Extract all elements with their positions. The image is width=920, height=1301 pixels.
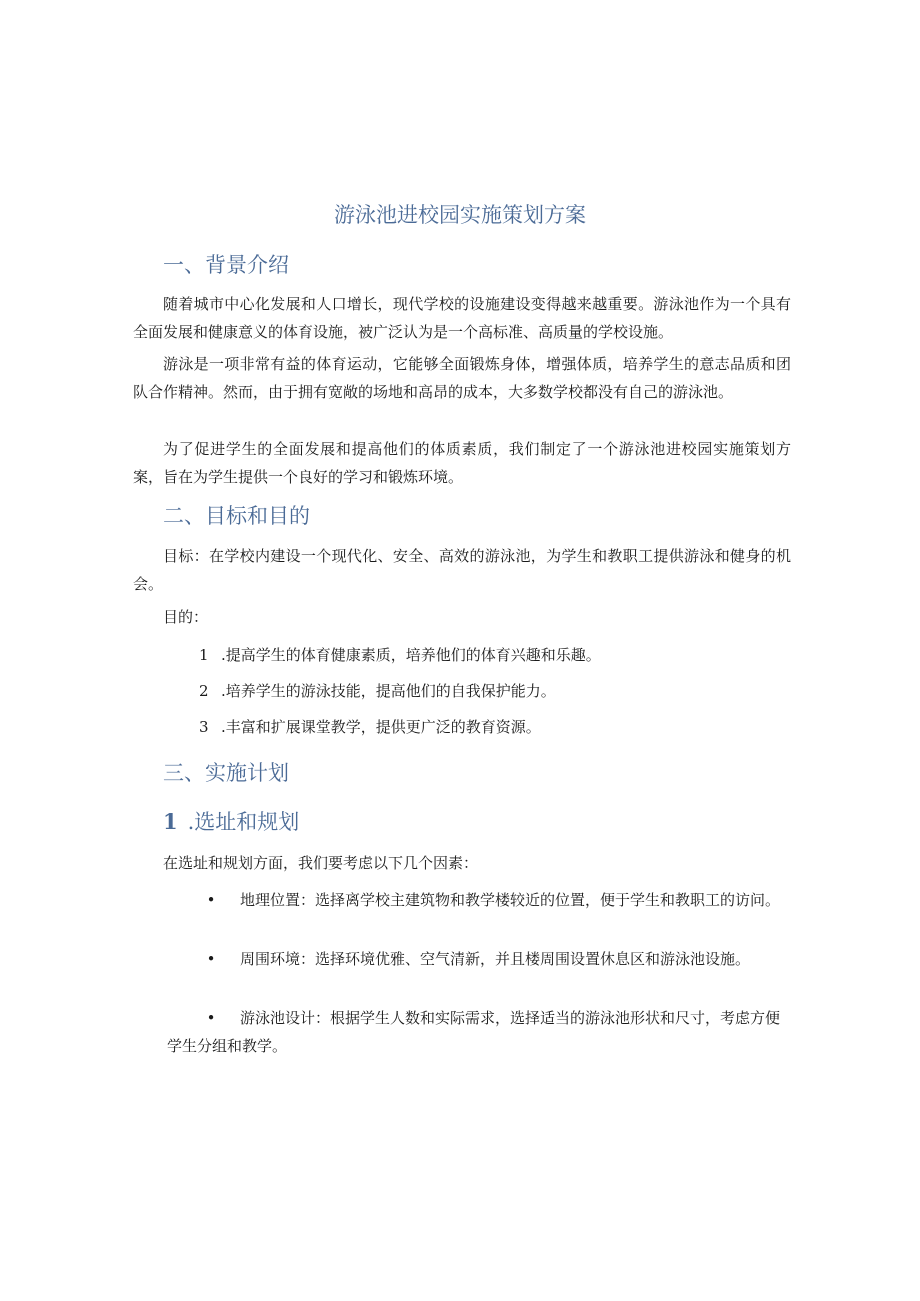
list-item-number: 1	[199, 646, 209, 664]
list-item-text: .提高学生的体育健康素质，培养他们的体育兴趣和乐趣。	[221, 646, 601, 664]
bullet-text: 周围环境：选择环境优雅、空气清新，并且楼周围设置休息区和游泳池设施。	[240, 950, 751, 968]
section-heading-background: 一、背景介绍	[163, 253, 289, 277]
list-item-text: .培养学生的游泳技能，提高他们的自我保护能力。	[221, 682, 556, 700]
paragraph-background-1: 随着城市中心化发展和人口增长，现代学校的设施建设变得越来越重要。游泳池作为一个具有全面发展和健康意义的体育设施，被广泛认为是一个高标准、高质量的学校设施。	[133, 295, 791, 341]
list-item	[167, 945, 790, 973]
bullet-icon: •	[206, 950, 216, 968]
subsection-number: 1	[163, 809, 178, 834]
list-item-number: 2	[199, 682, 209, 700]
subsection-title: .选址和规划	[187, 810, 300, 834]
list-item	[199, 677, 556, 705]
bullet-icon: •	[206, 1009, 216, 1027]
paragraph-background-3: 为了促进学生的全面发展和提高他们的体质素质，我们制定了一个游泳池进校园实施策划方案，旨在为学生提供一个良好的学习和锻炼环境。	[133, 440, 791, 486]
list-item	[167, 886, 790, 914]
bullet-icon: •	[206, 891, 216, 909]
site-intro: 在选址和规划方面，我们要考虑以下几个因素：	[163, 854, 479, 872]
subsection-heading-site	[163, 807, 299, 837]
goal-paragraph: 目标：在学校内建设一个现代化、安全、高效的游泳池，为学生和教职工提供游泳和健身的机会。	[133, 547, 791, 593]
bullet-text: 地理位置：选择离学校主建筑物和教学楼较近的位置，便于学生和教职工的访问。	[240, 891, 781, 909]
paragraph-background-2: 游泳是一项非常有益的体育运动，它能够全面锻炼身体，增强体质，培养学生的意志品质和团队合作精神。然而，由于拥有宽敞的场地和高昂的成本，大多数学校都没有自己的游泳池。	[133, 355, 791, 401]
list-item-number: 3	[199, 718, 209, 736]
list-item	[167, 1004, 790, 1060]
list-item	[199, 713, 541, 741]
document-title: 游泳池进校园实施策划方案	[334, 203, 586, 227]
section-heading-goals: 二、目标和目的	[163, 504, 310, 528]
list-item	[199, 641, 601, 669]
bullet-text: 游泳池设计：根据学生人数和实际需求，选择适当的游泳池形状和尺寸，考虑方便学生分组和教学。	[167, 1009, 781, 1055]
list-item-text: .丰富和扩展课堂教学，提供更广泛的教育资源。	[221, 718, 541, 736]
purpose-label: 目的：	[163, 608, 209, 626]
section-heading-plan: 三、实施计划	[163, 761, 289, 785]
